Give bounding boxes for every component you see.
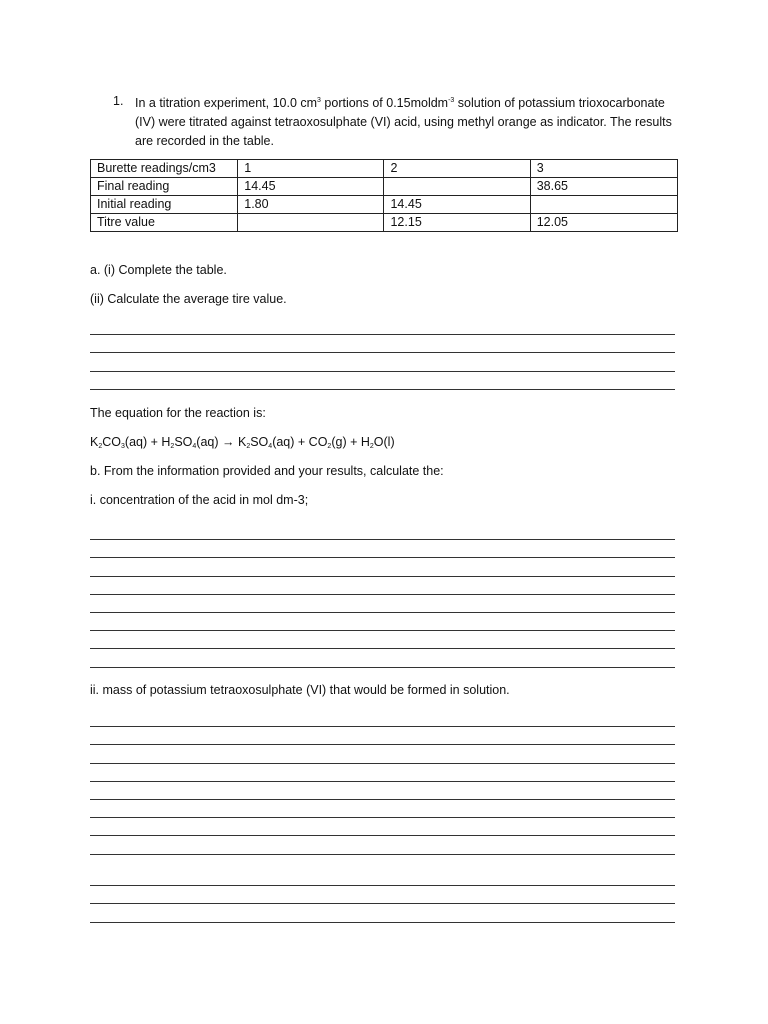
- table-cell: [530, 196, 677, 214]
- answer-line[interactable]: [90, 868, 675, 886]
- answer-line[interactable]: [90, 372, 675, 390]
- answer-line[interactable]: [90, 317, 675, 335]
- table-cell: 12.05: [530, 214, 677, 232]
- answer-line[interactable]: [90, 631, 675, 649]
- table-cell: [384, 178, 530, 196]
- answer-lines-extra[interactable]: [90, 868, 675, 923]
- answer-line[interactable]: [90, 818, 675, 836]
- reaction-equation: $K_2CO_3(aq) + H_2SO_4(aq) \to K_2SO_4(aq) + CO_2(g) + H_2O(l)$: [90, 435, 395, 450]
- burette-readings-table: [90, 159, 678, 232]
- part-b-i-text: i. concentration of the acid in mol dm-3;: [90, 493, 309, 507]
- question-number: 1.: [113, 94, 124, 108]
- table-row: [91, 178, 678, 196]
- table-cell: Titre value: [91, 214, 238, 232]
- answer-line[interactable]: [90, 577, 675, 595]
- answer-line[interactable]: [90, 353, 675, 371]
- table-cell: 3: [530, 160, 677, 178]
- table-cell: Burette readings/cm3: [91, 160, 238, 178]
- table-row: [91, 160, 678, 178]
- answer-line[interactable]: [90, 727, 675, 745]
- table-cell: Final reading: [91, 178, 238, 196]
- answer-line[interactable]: [90, 764, 675, 782]
- answer-line[interactable]: [90, 904, 675, 922]
- table-cell: 14.45: [238, 178, 384, 196]
- arrow-icon: →: [222, 435, 235, 449]
- answer-line[interactable]: [90, 613, 675, 631]
- part-a-ii-text: (ii) Calculate the average tire value.: [90, 292, 287, 306]
- table-cell: [238, 214, 384, 232]
- equation-intro: The equation for the reaction is:: [90, 406, 266, 420]
- part-a-i-text: a. (i) Complete the table.: [90, 263, 227, 277]
- part-b-intro: b. From the information provided and your results, calculate the:: [90, 464, 444, 478]
- answer-line[interactable]: [90, 522, 675, 540]
- table-cell: 38.65: [530, 178, 677, 196]
- answer-line[interactable]: [90, 558, 675, 576]
- answer-line[interactable]: [90, 800, 675, 818]
- table-cell: 1.80: [238, 196, 384, 214]
- answer-line[interactable]: [90, 540, 675, 558]
- answer-line[interactable]: [90, 745, 675, 763]
- table-cell: 14.45: [384, 196, 530, 214]
- table-cell: 12.15: [384, 214, 530, 232]
- answer-lines-b-ii[interactable]: [90, 709, 675, 855]
- answer-lines-a[interactable]: [90, 317, 675, 390]
- table-row: [91, 214, 678, 232]
- part-b-ii-text: ii. mass of potassium tetraoxosulphate (VI) that would be formed in solution.: [90, 683, 510, 697]
- answer-line[interactable]: [90, 335, 675, 353]
- answer-line[interactable]: [90, 886, 675, 904]
- answer-line[interactable]: [90, 595, 675, 613]
- question-text: In a titration experiment, 10.0 $cm^3$ portions of 0.15moldm$^{-3}$ solution of potassium trioxocarbonate (IV) were titrated against tetraoxosulphate (VI) acid, using methyl orange as indicator. The results are recorded in the table.: [135, 96, 672, 148]
- answer-line[interactable]: [90, 709, 675, 727]
- table-cell: 2: [384, 160, 530, 178]
- answer-line[interactable]: [90, 836, 675, 854]
- answer-line[interactable]: [90, 649, 675, 667]
- table-cell: 1: [238, 160, 384, 178]
- table-cell: Initial reading: [91, 196, 238, 214]
- answer-lines-b-i[interactable]: [90, 522, 675, 668]
- table-row: [91, 196, 678, 214]
- answer-line[interactable]: [90, 782, 675, 800]
